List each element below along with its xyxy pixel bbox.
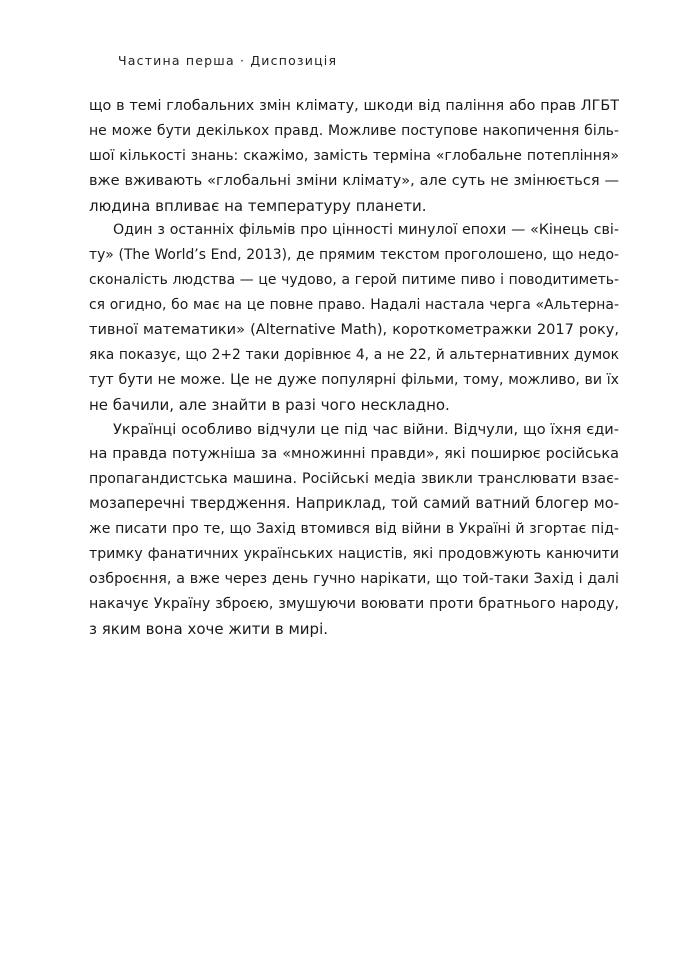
text-line: мозаперечні твердження. Наприклад, той самий ватний блогер мо- xyxy=(89,495,619,513)
text-line: Українці особливо відчули це під час війни. Відчули, що їхня єди- xyxy=(113,421,619,438)
text-line: що в темі глобальних змін клімату, шкоди від паління або прав ЛГБТ xyxy=(89,98,619,114)
text-line: тримку фанатичних українських нацистів, які продовжують канючити xyxy=(89,546,619,563)
text-line: же писати про те, що Захід втомився від війни в Україні й згортає під- xyxy=(89,521,619,538)
text-line: людина впливає на температуру планети. xyxy=(89,196,427,215)
paragraph xyxy=(89,418,619,642)
text-line: тивної математики» (Alternative Math), короткометражки 2017 року, xyxy=(89,322,619,339)
running-head: Частина перша · Диспозиція xyxy=(118,53,338,68)
text-line: яка показує, що 2+2 таки дорівнює 4, а не 22, й альтернативних думок xyxy=(89,346,619,363)
text-line: вже вживають «глобальні зміни клімату», але суть не змінюється — xyxy=(89,172,619,189)
text-line: не бачили, але знайти в разі чого нескладно. xyxy=(89,395,450,414)
text-line: з яким вона хоче жити в мирі. xyxy=(89,619,329,638)
text-line: ся огидно, бо має на це повне право. Надалі настала черга «Альтерна- xyxy=(89,297,619,314)
text-line: сконалість людства — це чудово, а герой питиме пиво і поводитиметь- xyxy=(89,272,619,289)
text-line: ту» (The World’s End, 2013), де прямим текстом проголошено, що недо- xyxy=(89,247,619,264)
text-line: пропагандистська машина. Російські медіа звикли транслювати взає- xyxy=(89,471,619,488)
paragraph xyxy=(89,94,619,218)
text-line: не може бути декількох правд. Можливе поступове накопичення біль- xyxy=(89,122,619,139)
text-line: на правда потужніша за «множинні правди», які поширює російська xyxy=(89,446,619,463)
text-line: тут бути не може. Це не дуже популярні фільми, тому, можливо, ви їх xyxy=(89,371,619,388)
body-text xyxy=(89,94,619,642)
text-line: Один з останніх фільмів про цінності минулої епохи — «Кінець сві- xyxy=(113,222,619,239)
text-line: шої кількості знань: скажімо, замість терміна «глобальне потепління» xyxy=(89,147,619,164)
paragraph xyxy=(89,218,619,417)
text-line: накачує Україну зброєю, змушуючи воювати проти братнього народу, xyxy=(89,595,619,612)
text-line: озброєння, а вже через день гучно нарікати, що той-таки Захід і далі xyxy=(89,570,619,587)
